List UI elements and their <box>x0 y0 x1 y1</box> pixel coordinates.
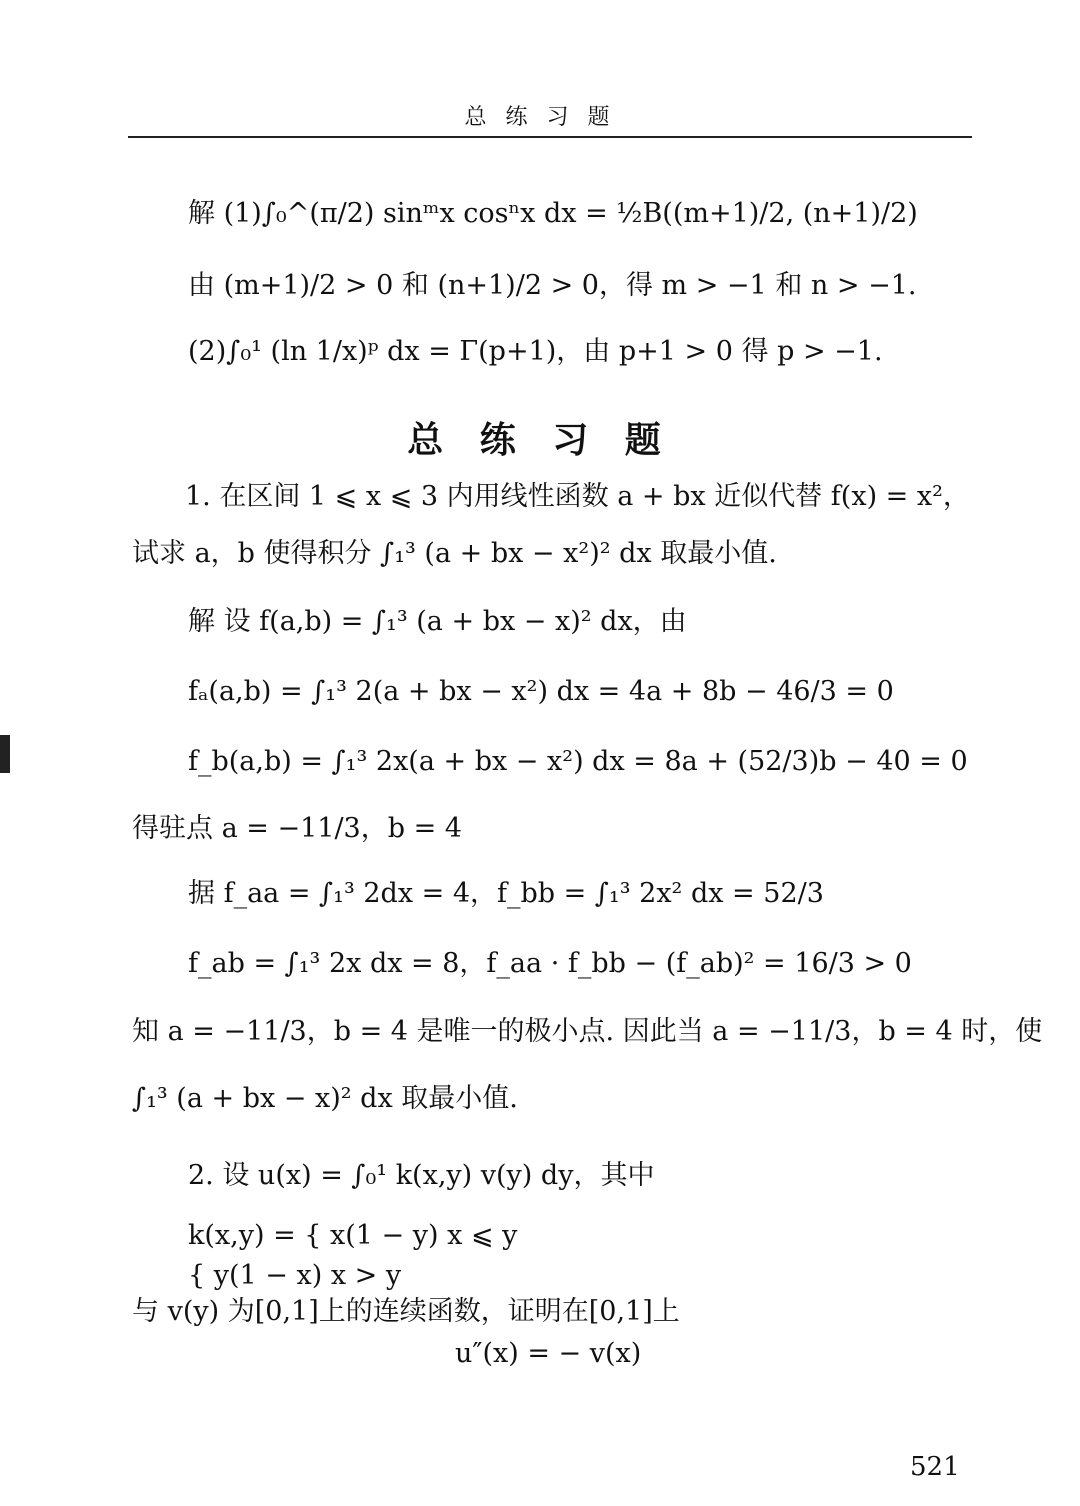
stationary-point: 得驻点 a = −11/3，b = 4 <box>132 813 462 844</box>
partial-b-equation: f_b(a,b) = ∫₁³ 2x(a + bx − x²) dx = 8a + (52/3)b − 40 = 0 <box>188 746 968 777</box>
problem-1-line-2: 试求 a，b 使得积分 ∫₁³ (a + bx − x²)² dx 取最小值. <box>132 538 777 569</box>
problem-2-line-3: 与 v(y) 为[0,1]上的连续函数，证明在[0,1]上 <box>132 1296 680 1327</box>
conclusion-line-2: ∫₁³ (a + bx − x)² dx 取最小值. <box>132 1083 518 1114</box>
second-derivatives-line-2: f_ab = ∫₁³ 2x dx = 8，f_aa · f_bb − (f_ab)² = 16/3 > 0 <box>188 948 912 979</box>
partial-a-equation: fₐ(a,b) = ∫₁³ 2(a + bx − x²) dx = 4a + 8b − 46/3 = 0 <box>188 676 894 707</box>
problem-2-claim: u″(x) = − v(x) <box>455 1338 642 1369</box>
solution-2-line: (2)∫₀¹ (ln 1/x)ᵖ dx = Γ(p+1)，由 p+1 > 0 得 p > −1. <box>188 336 883 367</box>
kernel-case-1: k(x,y) = { x(1 − y) x ⩽ y <box>188 1220 518 1251</box>
header-rule <box>128 136 972 138</box>
problem-2-line-1: 2. 设 u(x) = ∫₀¹ k(x,y) v(y) dy，其中 <box>188 1160 655 1191</box>
page-number: 521 <box>910 1452 960 1482</box>
running-header: 总 练 习 题 <box>464 105 616 130</box>
solution-1-line-2: 由 (m+1)/2 > 0 和 (n+1)/2 > 0，得 m > −1 和 n > −1. <box>188 270 917 301</box>
problem-1-line-1: 1. 在区间 1 ⩽ x ⩽ 3 内用线性函数 a + bx 近似代替 f(x) = x²， <box>185 481 970 512</box>
kernel-case-2: { y(1 − x) x > y <box>188 1260 402 1291</box>
section-title: 总 练 习 题 <box>407 420 673 461</box>
second-derivatives-line-1: 据 f_aa = ∫₁³ 2dx = 4，f_bb = ∫₁³ 2x² dx = 52/3 <box>188 878 824 909</box>
problem-1-solution-line-1: 解 设 f(a,b) = ∫₁³ (a + bx − x)² dx，由 <box>188 606 687 637</box>
conclusion-line-1: 知 a = −11/3，b = 4 是唯一的极小点. 因此当 a = −11/3，b = 4 时，使 <box>132 1016 1043 1047</box>
solution-1-line-1: 解 (1)∫₀^(π/2) sinᵐx cosⁿx dx = ½B((m+1)/2, (n+1)/2) <box>188 198 918 229</box>
margin-mark <box>0 735 10 773</box>
